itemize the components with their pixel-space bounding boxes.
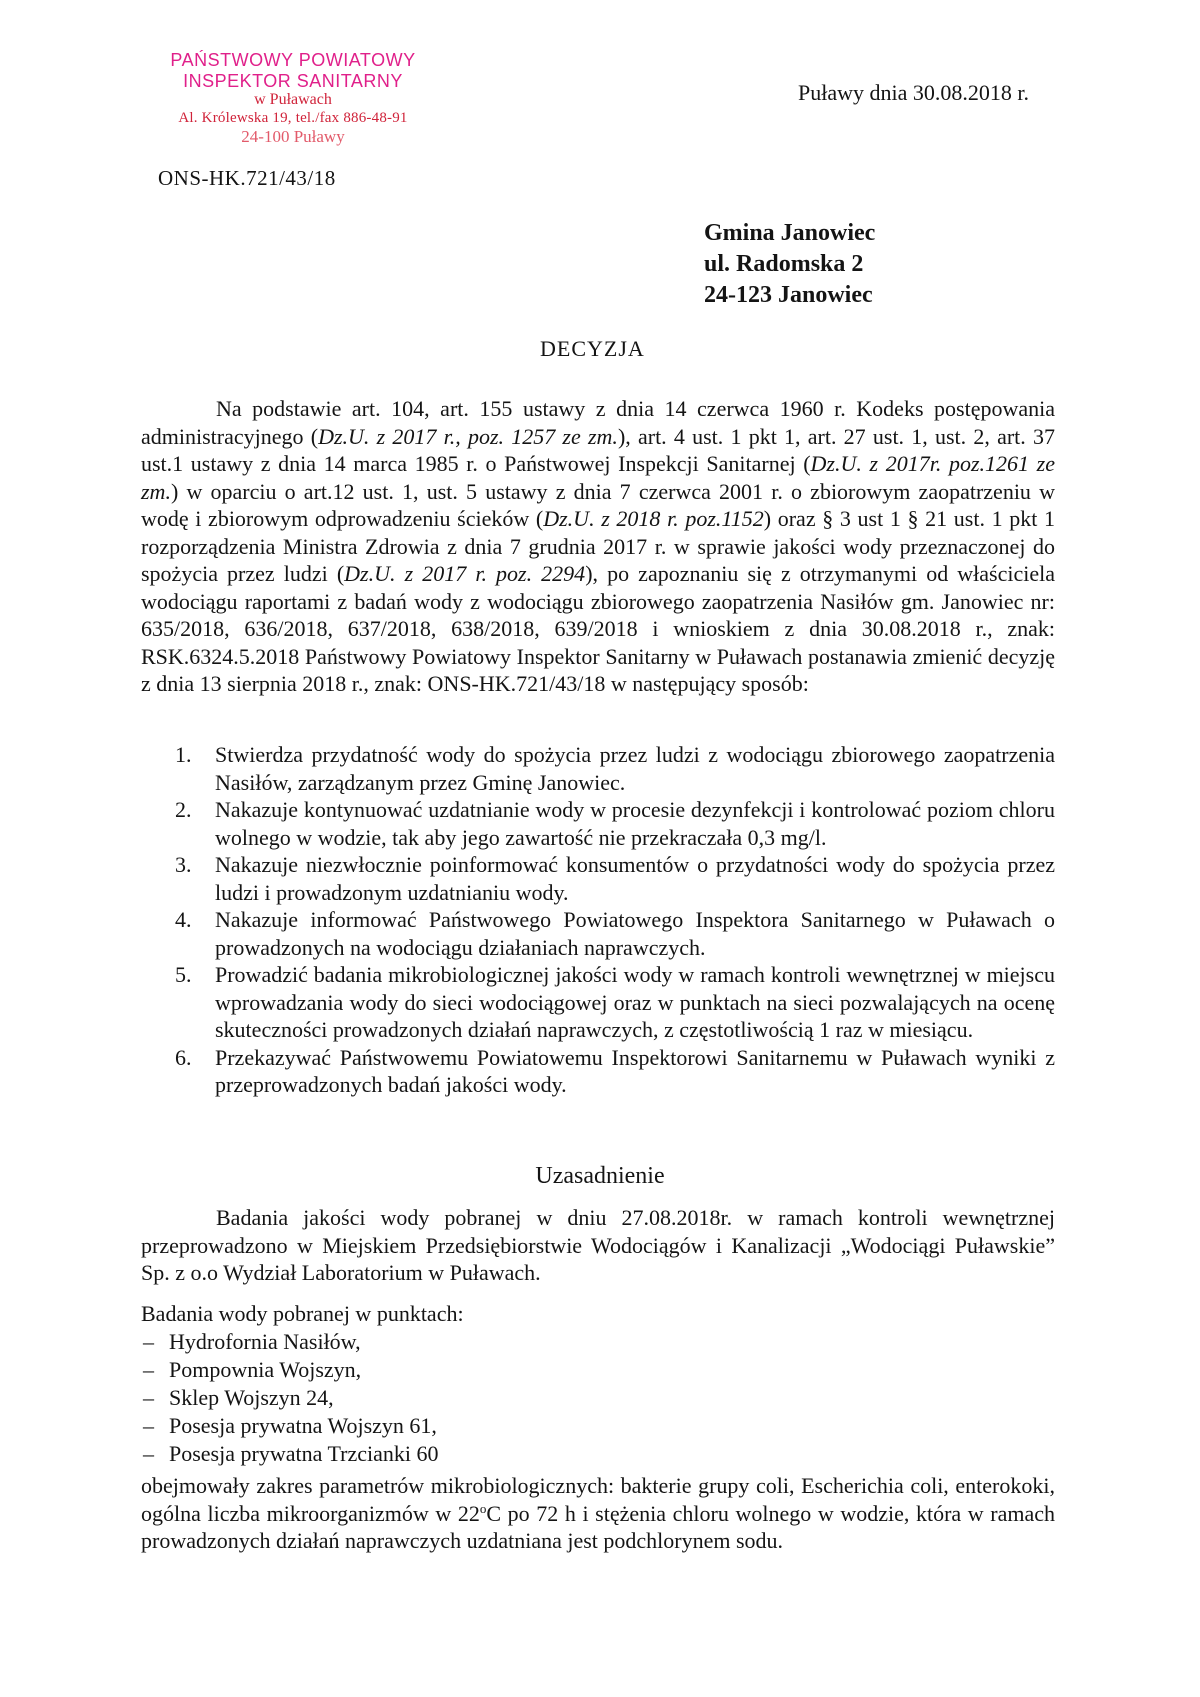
- list-item: [141, 1044, 1055, 1099]
- legal-text-1: Na podstawie art. 104, art. 155 ustawy z dnia 14 czerwca 1960 r. Kodeks postępowania administracyjnego (: [141, 396, 1055, 449]
- order-number: 2.: [175, 797, 192, 822]
- addressee-street: ul. Radomska 2: [704, 251, 864, 277]
- list-item: [141, 796, 1055, 851]
- reference-number: ONS-HK.721/43/18: [158, 166, 336, 190]
- legal-text-5: ), po zapoznaniu się z otrzymanymi od właściciela wodociągu raportami z badań wody z wodociągu zbiorowego zaopatrzenia Nasiłów gm. Janowiec nr: 635/2018, 636/2018, 637/2018, 638/2018, 639/2018 i wnioskiem z dnia 30.08.2018 r., znak: RSK.6324.5.2018 Państwowy Powiatowy Inspektor Sanitarny w Puławach postanawia zmienić decyzję z dnia 13 sierpnia 2018 r., znak: ONS-HK.721/43/18 w następujący sposób:: [141, 561, 1056, 696]
- decision-title: DECYZJA: [540, 336, 645, 361]
- order-text: Prowadzić badania mikrobiologicznej jakości wody w ramach kontroli wewnętrznej w miejscu wprowadzania wody do sieci wodociągowej oraz w punktach na sieci pozwalających na ocenę skuteczności prowadzonych działań naprawczych, z częstotliwością 1 raz w miesiącu.: [215, 962, 1055, 1042]
- justification-paragraph-2: Badania wody pobranej w punktach:: [141, 1301, 464, 1326]
- dash-bullet: –: [143, 1329, 154, 1354]
- list-item: [141, 1328, 438, 1356]
- legal-citation-3: Dz.U. z 2018 r. poz.1152: [543, 506, 764, 531]
- legal-text-2: ), art. 4 ust. 1 pkt 1, art. 27 ust. 1, ust. 2, art. 37 ust.1 ustawy z dnia 14 marca 1985 r. o Państwowej Inspekcji Sanitarnej (: [141, 423, 1056, 476]
- list-item: [141, 961, 1055, 1044]
- legal-citation-4: Dz.U. z 2017 r. poz. 2294: [344, 561, 586, 586]
- order-number: 4.: [175, 907, 192, 932]
- order-number: 3.: [175, 852, 192, 877]
- order-text: Nakazuje informować Państwowego Powiatowego Inspektora Sanitarnego w Puławach o prowadzonych na wodociągu działaniach naprawczych.: [215, 907, 1055, 960]
- dash-bullet: –: [143, 1385, 154, 1410]
- paragraph-text-a: obejmowały zakres parametrów mikrobiologicznych: bakterie grupy coli, Escherichia coli, enterokoki, ogólna liczba mikroorganizmów w 22: [141, 1473, 1055, 1526]
- stamp-line-1: PAŃSTWOWY POWIATOWY: [170, 50, 416, 70]
- dash-bullet: –: [143, 1413, 154, 1438]
- point-text: Pompownia Wojszyn,: [169, 1357, 362, 1382]
- legal-text-3: ) w oparciu o art.12 ust. 1, ust. 5 ustawy z dnia 7 czerwca 2001 r. o zbiorowym zaopatrzeniu w wodę i zbiorowym odprowadzeniu ścieków (: [141, 478, 1055, 531]
- legal-basis-paragraph: [141, 395, 1055, 698]
- justification-paragraph-3: [141, 1472, 1055, 1555]
- list-item: [141, 1440, 438, 1468]
- list-item: [141, 1384, 438, 1412]
- point-text: Hydrofornia Nasiłów,: [169, 1329, 361, 1354]
- justification-title: Uzasadnienie: [535, 1163, 665, 1189]
- paragraph-text-b: C po 72 h i stężenia chloru wolnego w wodzie, która w ramach prowadzonych działań naprawczych uzdatniana jest podchlorynem sodu.: [141, 1500, 1055, 1553]
- order-number: 5.: [175, 962, 192, 987]
- list-item: [141, 1356, 438, 1384]
- stamp-line-2: INSPEKTOR SANITARNY: [183, 70, 403, 91]
- office-stamp: [148, 50, 438, 147]
- stamp-line-5: 24-100 Puławy: [241, 127, 345, 147]
- point-text: Posesja prywatna Trzcianki 60: [169, 1441, 439, 1466]
- justification-paragraph-1: Badania jakości wody pobranej w dniu 27.08.2018r. w ramach kontroli wewnętrznej przeprowadzono w Miejskiem Przedsiębiorstwie Wodociągów i Kanalizacji „Wodociągi Puławskie” Sp. z o.o Wydział Laboratorium w Puławach.: [141, 1205, 1055, 1285]
- order-text: Przekazywać Państwowemu Powiatowemu Inspektorowi Sanitarnemu w Puławach wyniki z przeprowadzonych badań jakości wody.: [215, 1044, 1055, 1097]
- addressee-city: 24-123 Janowiec: [704, 282, 873, 308]
- document-date: Puławy dnia 30.08.2018 r.: [798, 80, 1029, 105]
- list-item: [141, 906, 1055, 961]
- order-number: 6.: [175, 1044, 192, 1070]
- order-text: Nakazuje kontynuować uzdatnianie wody w procesie dezynfekcji i kontrolować poziom chloru wolnego w wodzie, tak aby jego zawartość nie przekraczała 0,3 mg/l.: [215, 797, 1055, 850]
- order-text: Stwierdza przydatność wody do spożycia przez ludzi z wodociągu zbiorowego zaopatrzenia Nasiłów, zarządzanym przez Gminę Janowiec.: [215, 742, 1055, 795]
- stamp-line-4: Al. Królewska 19, tel./fax 886-48-91: [178, 109, 408, 126]
- dash-bullet: –: [143, 1441, 154, 1466]
- orders-list: [141, 741, 1055, 1099]
- degree-superscript: o: [479, 1500, 487, 1516]
- point-text: Sklep Wojszyn 24,: [169, 1385, 334, 1410]
- addressee-block: [704, 218, 875, 311]
- list-item: [141, 741, 1055, 796]
- stamp-line-3: w Puławach: [254, 91, 332, 109]
- sampling-points-list: [141, 1328, 438, 1468]
- legal-citation-2: Dz.U. z 2017r. poz.1261 ze zm.: [141, 451, 1055, 504]
- order-text: Nakazuje niezwłocznie poinformować konsumentów o przydatności wody do spożycia przez ludzi i prowadzonym uzdatnianiu wody.: [215, 852, 1055, 905]
- list-item: [141, 1412, 438, 1440]
- legal-text-4: ) oraz § 3 ust 1 § 21 ust. 1 pkt 1 rozporządzenia Ministra Zdrowia z dnia 7 grudnia 2017 r. w sprawie jakości wody przeznaczonej do spożycia przez ludzi (: [141, 506, 1055, 586]
- point-text: Posesja prywatna Wojszyn 61,: [169, 1413, 437, 1438]
- order-number: 1.: [175, 742, 192, 767]
- addressee-name: Gmina Janowiec: [704, 220, 876, 246]
- list-item: [141, 851, 1055, 906]
- dash-bullet: –: [143, 1357, 154, 1382]
- legal-citation-1: Dz.U. z 2017 r., poz. 1257 ze zm.: [318, 423, 618, 449]
